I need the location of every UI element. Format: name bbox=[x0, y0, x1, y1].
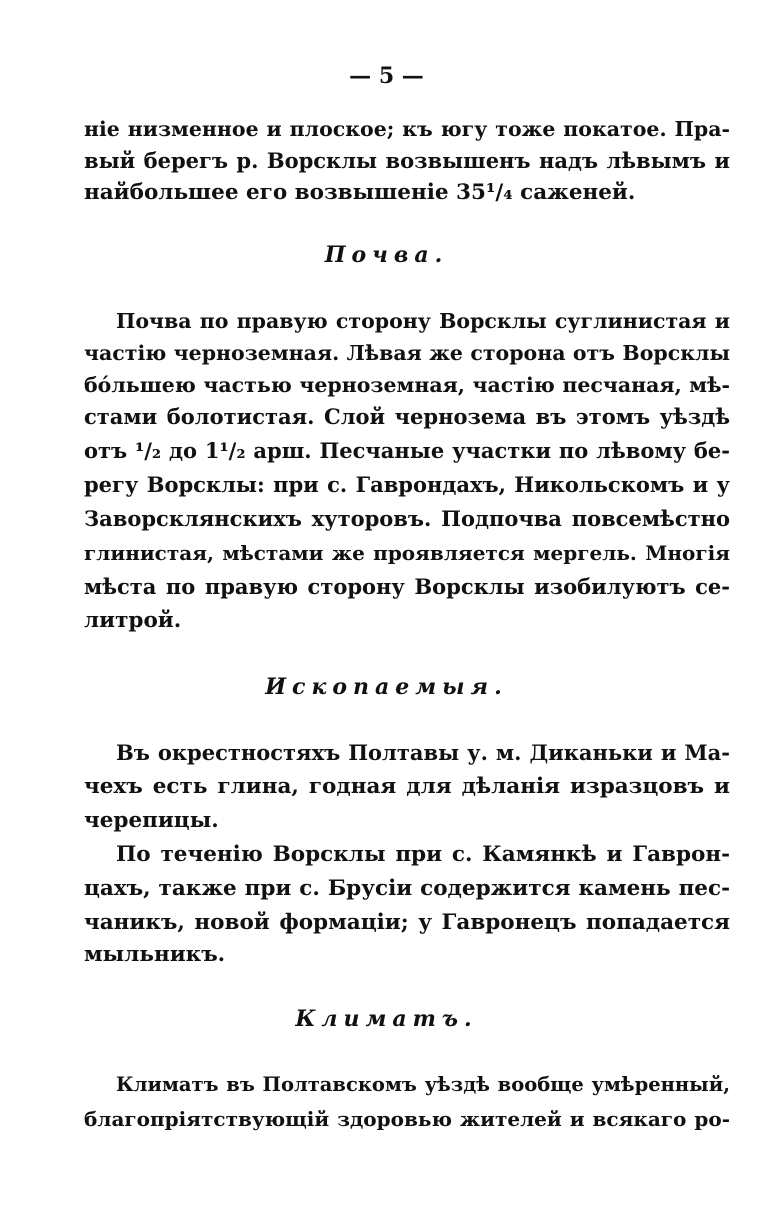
soil-line: литрой. bbox=[84, 608, 182, 633]
soil-line: бóльшею частью черноземная, частію песчаная, мѣ- bbox=[84, 373, 730, 397]
minerals-line: цахъ, также при с. Брусіи содержится камень пес- bbox=[84, 876, 730, 901]
section-heading-soil: Почва. bbox=[324, 242, 449, 268]
minerals-line: Въ окрестностяхъ Полтавы у. м. Диканьки и Ма- bbox=[116, 740, 730, 765]
soil-line: глинистая, мѣстами же проявляется мергель. Многія bbox=[84, 541, 730, 565]
section-heading-climate: Климатъ. bbox=[295, 1006, 478, 1032]
intro-line: ніе низменное и плоское; къ югу тоже покатое. Пра- bbox=[84, 117, 730, 141]
minerals-line: По теченію Ворсклы при с. Камянкѣ и Гаврон- bbox=[116, 842, 730, 867]
soil-line: стами болотистая. Слой чернозема въ этомъ уѣздѣ bbox=[84, 404, 730, 429]
soil-line: частію черноземная. Лѣвая же сторона отъ Ворсклы bbox=[84, 341, 730, 365]
soil-line: Почва по правую сторону Ворсклы суглинистая и bbox=[116, 309, 730, 333]
page-number: — 5 — bbox=[349, 63, 424, 89]
intro-line: найбольшее его возвышеніе 35¹/₄ саженей. bbox=[84, 180, 636, 205]
section-heading-minerals: Ископаемыя. bbox=[265, 674, 508, 700]
climate-line: благопріятствующій здоровью жителей и всякаго ро- bbox=[84, 1107, 730, 1131]
soil-line: Заворсклянскихъ хуторовъ. Подпочва повсемѣстно bbox=[84, 506, 730, 531]
soil-line: регу Ворсклы: при с. Гаврондахъ, Никольскомъ и у bbox=[84, 472, 730, 497]
minerals-line: чаникъ, новой формаціи; у Гавронецъ попадается bbox=[84, 910, 730, 935]
minerals-line: мыльникъ. bbox=[84, 942, 226, 967]
soil-line: мѣста по правую сторону Ворсклы изобилуютъ се- bbox=[84, 574, 730, 599]
climate-line: Климатъ въ Полтавскомъ уѣздѣ вообще умѣренный, bbox=[116, 1073, 730, 1096]
minerals-line: черепицы. bbox=[84, 808, 219, 833]
minerals-line: чехъ есть глина, годная для дѣланія изразцовъ и bbox=[84, 774, 730, 799]
soil-line: отъ ¹/₂ до 1¹/₂ арш. Песчаные участки по лѣвому бе- bbox=[84, 438, 730, 463]
intro-line: вый берегъ р. Ворсклы возвышенъ надъ лѣвымъ и bbox=[84, 148, 730, 173]
